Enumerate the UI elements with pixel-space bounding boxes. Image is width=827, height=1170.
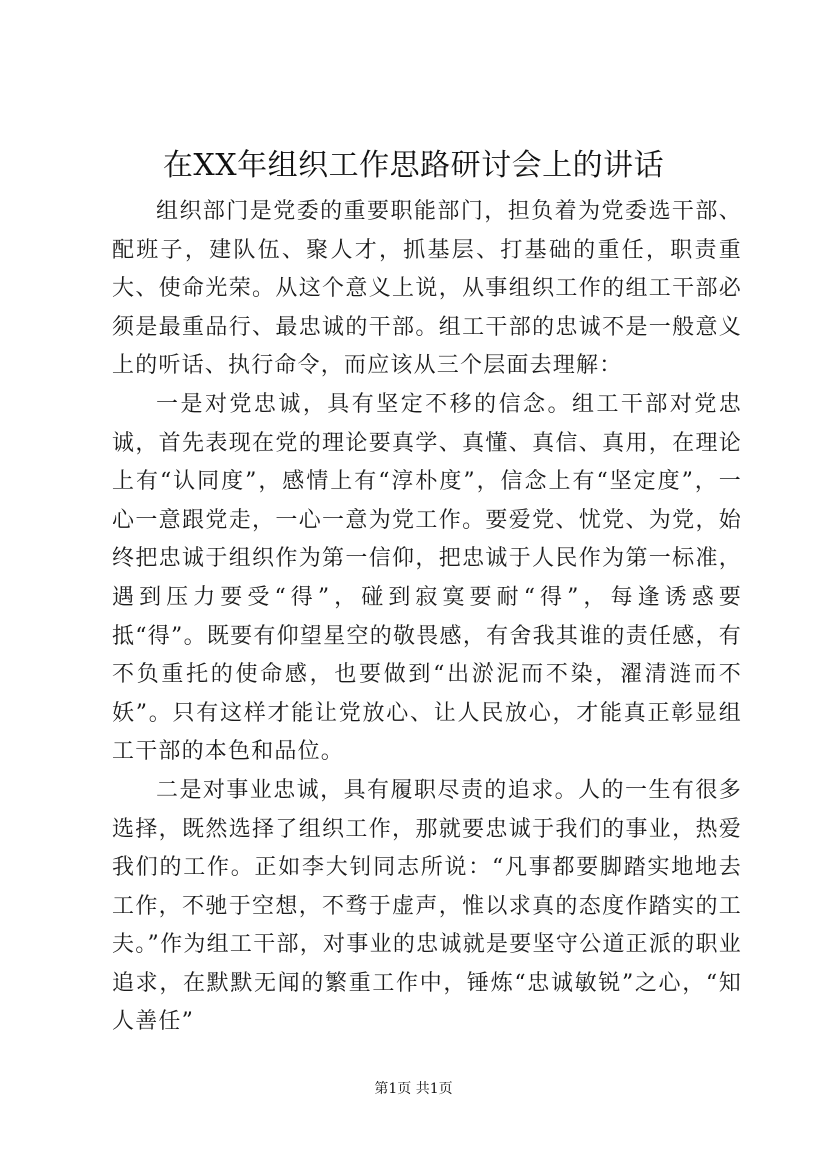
paragraph-loyalty-to-cause: 二是对事业忠诚，具有履职尽责的追求。人的一生有很多选择，既然选择了组织工作，那就要忠诚于我们的事业，热爱我们的工作。正如李大钊同志所说：“凡事都要脚踏实地地去工作，不驰于空想，不骛于虚声，惟以求真的态度作踏实的工夫。”作为组工干部，对事业的忠诚就是要坚守公道正派的职业追求，在默默无闻的繁重工作中，锤炼“忠诚敏锐”之心，“知人善任”	[112, 777, 742, 1035]
paragraph-intro: 组织部门是党委的重要职能部门，担负着为党委选干部、配班子，建队伍、聚人才，抓基层、打基础的重任，职责重大、使命光荣。从这个意义上说，从事组织工作的组工干部必须是最重品行、最忠诚的干部。组工干部的忠诚不是一般意义上的听话、执行命令，而应该从三个层面去理解：	[112, 199, 742, 379]
document-body	[112, 193, 742, 1042]
document-title: 在XX年组织工作思路研讨会上的讲话	[162, 148, 665, 183]
page-number-footer: 第1页 共1页	[374, 1081, 453, 1097]
paragraph-loyalty-to-party: 一是对党忠诚，具有坚定不移的信念。组工干部对党忠诚，首先表现在党的理论要真学、真懂、真信、真用，在理论上有“认同度”，感情上有“淳朴度”，信念上有“坚定度”，一心一意跟党走，一心一意为党工作。要爱党、忧党、为党，始终把忠诚于组织作为第一信仰，把忠诚于人民作为第一标准，遇到压力要受“得”，碰到寂寞要耐“得”，每逢诱惑要抵“得”。既要有仰望星空的敬畏感，有舍我其谁的责任感，有不负重托的使命感，也要做到“出淤泥而不染，濯清涟而不妖”。只有这样才能让党放心、让人民放心，才能真正彰显组工干部的本色和品位。	[112, 391, 742, 765]
